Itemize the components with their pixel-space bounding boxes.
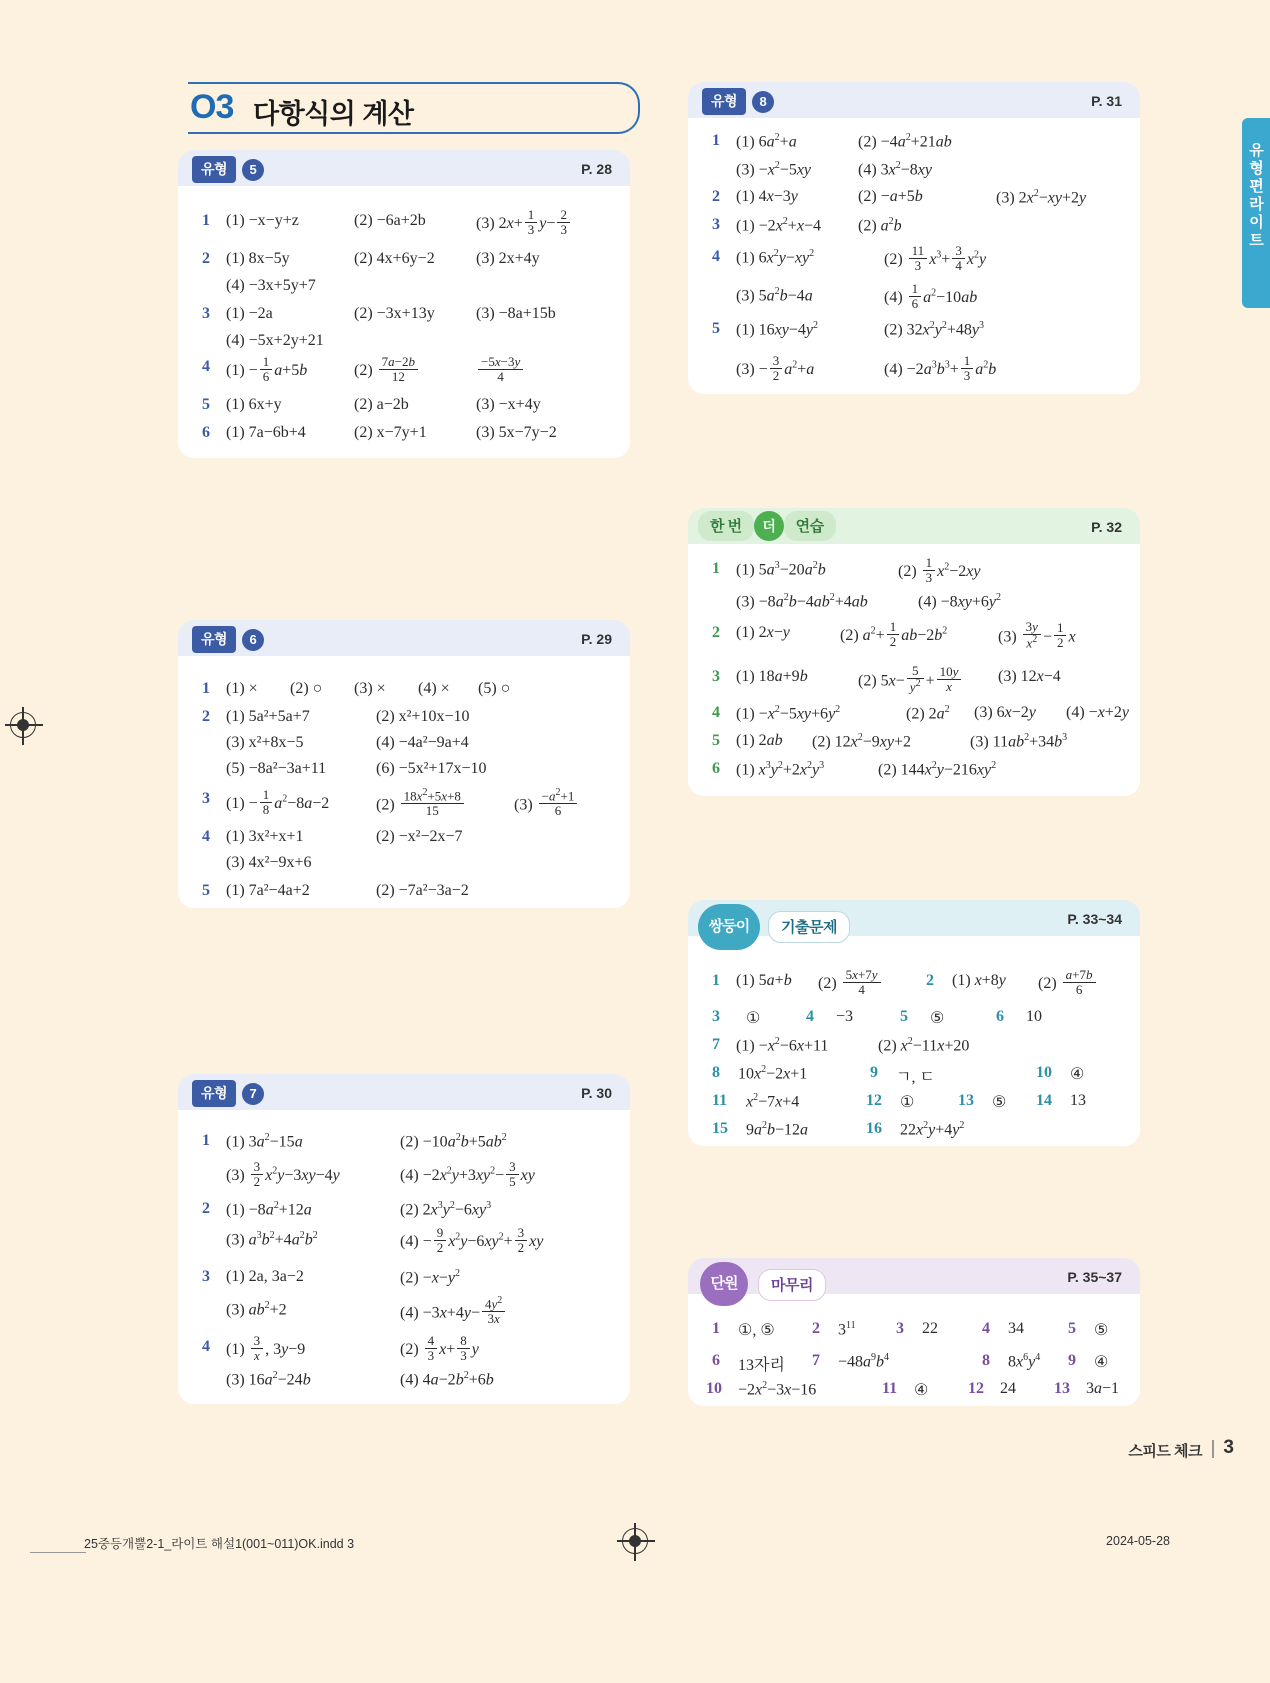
section-title-mamuri: 마무리 <box>758 1269 826 1301</box>
answer-item: (1) 2x−y <box>736 624 790 641</box>
answer-item: (1) 5a+b <box>736 972 792 989</box>
answer-item: (2) $a^2b$ <box>858 216 902 235</box>
answer-number: 1 <box>712 972 720 989</box>
page-ref-yuhyeong7: P. 30 <box>581 1085 612 1101</box>
answer-item: (2) $12x^2-9xy+2$ <box>812 732 912 751</box>
answer-item: (2) x²+10x−10 <box>376 708 470 725</box>
answer-item: (1) 3x²+x+1 <box>226 828 304 845</box>
answer-number: 2 <box>812 1320 820 1337</box>
answer-item: (3) 2x+4y <box>476 250 540 267</box>
answer-item: ⑤ <box>1094 1322 1109 1339</box>
answer-item: 3a−1 <box>1086 1380 1120 1397</box>
answer-number: 4 <box>202 1338 210 1355</box>
answer-number: 11 <box>712 1092 728 1109</box>
section-label-yuhyeong5: 유형 5 <box>192 156 264 183</box>
answer-item: (3) $16a^2-24b$ <box>226 1370 311 1389</box>
answer-item: $(4) -2a^3b^3+$ $\frac{1}{3}$ $a^2b$ <box>884 353 997 384</box>
answer-item: (2) $a^2+$ $\frac{1}{2}$ $ab-2b^2$ <box>840 619 948 650</box>
crop-line-bottom-left <box>30 1552 86 1553</box>
answer-item: (1) 18a+9b <box>736 668 808 685</box>
answer-item: (3) x²+8x−5 <box>226 734 304 751</box>
answer-item: (2) $\frac{5x+7y}{4}$ <box>818 968 883 997</box>
answer-item: (3) 5x−7y−2 <box>476 424 557 441</box>
section-card-yuhyeong7 <box>178 1074 630 1404</box>
answer-number: 5 <box>202 882 210 899</box>
answer-item: 24 <box>1000 1380 1016 1397</box>
answer-item: (2) 4x+6y−2 <box>354 250 435 267</box>
answer-number: 9 <box>1068 1352 1076 1369</box>
answer-item: $-48a^9b^4$ <box>838 1352 890 1371</box>
answer-item: (3) $a^3b^2+4a^2b^2$ <box>226 1230 318 1249</box>
answer-number: 4 <box>202 828 210 845</box>
answer-item: (1) $\frac{3}{x}$ , 3y−9 <box>226 1333 306 1364</box>
answer-number: 11 <box>882 1380 898 1397</box>
answer-item: (1) 6x+y <box>226 396 282 413</box>
answer-item: (2) 5x− $\frac{5}{y^2}$ + $\frac{10y}{x}$ <box>858 664 963 694</box>
answer-item: (1) $6a^2+a$ <box>736 132 797 151</box>
answer-number: 16 <box>866 1120 882 1137</box>
page-ref-yuhyeong5: P. 28 <box>581 161 612 177</box>
answer-item: ① <box>746 1010 761 1027</box>
answer-number: 1 <box>712 132 720 149</box>
label-hanbeon: 한 번 <box>698 511 754 541</box>
answer-number: 10 <box>706 1380 722 1397</box>
answer-number: 2 <box>202 250 210 267</box>
answer-item: (1) 7a²−4a+2 <box>226 882 310 899</box>
answer-number: 4 <box>202 358 210 375</box>
answer-number: 4 <box>712 704 720 721</box>
print-footer-date: 2024-05-28 <box>1106 1534 1170 1548</box>
answer-number: 13 <box>1054 1380 1070 1397</box>
answer-item: (6) −5x²+17x−10 <box>376 760 487 777</box>
page-ref-danwon: P. 35~37 <box>1067 1269 1122 1285</box>
answer-number: 6 <box>202 424 210 441</box>
answer-item: (4) −3x+5y+7 <box>226 277 316 294</box>
answer-item: $(2) -10a^2b+5ab^2$ <box>400 1132 507 1151</box>
answer-item: (3) $11ab^2+34b^3$ <box>970 732 1068 751</box>
answer-number: 5 <box>712 320 720 337</box>
answer-item: (1) 7a−6b+4 <box>226 424 306 441</box>
answer-item: (2) −7a²−3a−2 <box>376 882 469 899</box>
answer-item: (4) −4a²−9a+4 <box>376 734 469 751</box>
answer-number: 4 <box>982 1320 990 1337</box>
answer-number: 6 <box>712 760 720 777</box>
answer-number: 9 <box>870 1064 878 1081</box>
answer-number: 4 <box>712 248 720 265</box>
answer-item: $x^2-7x+4$ <box>746 1092 800 1111</box>
answer-item: (3) $ab^2+2$ <box>226 1300 287 1319</box>
answer-item: (1) $16xy-4y^2$ <box>736 320 818 339</box>
answer-item: (1) −2a <box>226 305 273 322</box>
answer-item: (1) 2ab <box>736 732 783 749</box>
answer-item: (3) $5a^2b-4a$ <box>736 286 813 305</box>
answer-number: 7 <box>712 1036 720 1053</box>
answer-item: (2) −3x+13y <box>354 305 435 322</box>
answer-item: ④ <box>1094 1354 1109 1371</box>
section-card-yuhyeong6 <box>178 620 630 908</box>
answer-item: (3) $\frac{3}{2}$ $x^2y-3xy-4y$ <box>226 1159 340 1190</box>
answer-item: $3^{11}$ <box>838 1320 856 1339</box>
answer-item: (5) ○ <box>478 680 511 697</box>
answer-item: (1) 4x−3y <box>736 188 798 205</box>
answer-item: (1) 5a²+5a+7 <box>226 708 310 725</box>
section-label-hanbeondeo <box>698 511 836 541</box>
footer-label: 스피드 체크 <box>1128 1443 1202 1460</box>
page-title: 다항식의 계산 <box>253 99 414 129</box>
answer-number: 5 <box>712 732 720 749</box>
section-label-yuhyeong6: 유형 6 <box>192 626 264 653</box>
answer-number: 5 <box>900 1008 908 1025</box>
answer-number: 5 <box>202 396 210 413</box>
answer-item: (2) $\frac{a+7b}{6}$ <box>1038 968 1098 997</box>
answer-number: 4 <box>806 1008 814 1025</box>
answer-item: (1) 8x−5y <box>226 250 290 267</box>
section-card-danwon <box>688 1258 1140 1406</box>
answer-number: 3 <box>202 305 210 322</box>
footer-page-number: 3 <box>1223 1437 1234 1458</box>
answer-item: (3) −x+4y <box>476 396 541 413</box>
answer-item: $\frac{-5x-3y}{4}$ <box>476 355 525 384</box>
section-badge-ssangdungi: 쌍둥이 <box>698 904 760 950</box>
answer-item: (2) $144x^2y-216xy^2$ <box>878 760 997 779</box>
answer-number: 2 <box>712 188 720 205</box>
answer-item: (2) −x²−2x−7 <box>376 828 463 845</box>
answer-number: 8 <box>712 1064 720 1081</box>
answer-item: ①, ⑤ <box>738 1322 775 1339</box>
answer-number: 8 <box>982 1352 990 1369</box>
registration-mark-bottom <box>622 1528 648 1554</box>
answer-number: 6 <box>712 1352 720 1369</box>
side-tab-label: 유형편 라이트 <box>1249 142 1263 249</box>
section-badge: 6 <box>242 629 264 651</box>
answer-number: 2 <box>202 1200 210 1217</box>
answer-item: (3) 2x+ $\frac{1}{3}$ y− $\frac{2}{3}$ <box>476 208 572 237</box>
answer-item: ⑤ <box>992 1094 1007 1111</box>
answer-item: (4) −3x+4y− $\frac{4y^2}{3x}$ <box>400 1296 507 1326</box>
answer-item: (1) −x−y+z <box>226 212 299 229</box>
answer-item: (4) × <box>418 680 450 697</box>
answer-item: (1) − $\frac{1}{8}$ $a^2-8a-2$ <box>226 787 330 818</box>
answer-item: ④ <box>1070 1066 1085 1083</box>
answer-item: (3) −8a+15b <box>476 305 556 322</box>
answer-item: $-2x^2-3x-16$ <box>738 1380 817 1399</box>
answer-item: $(1) -2x^2+x-4$ <box>736 216 821 235</box>
answer-item: (4) $3x^2-8xy$ <box>858 160 932 179</box>
answer-number: 3 <box>712 1008 720 1025</box>
answer-item: (2) a−2b <box>354 396 409 413</box>
answer-number: 3 <box>202 1268 210 1285</box>
answer-number: 10 <box>1036 1064 1052 1081</box>
answer-item: $8x^6y^4$ <box>1008 1352 1041 1371</box>
section-card-ssangdungi <box>688 900 1140 1146</box>
answer-item: −3 <box>836 1008 854 1025</box>
answer-item: (1) $6x^2y-xy^2$ <box>736 248 815 267</box>
registration-mark-left <box>10 712 36 738</box>
answer-item: (2) $2a^2$ <box>906 704 950 723</box>
answer-number: 1 <box>202 212 210 229</box>
answer-item: (2) $32x^2y^2+48y^3$ <box>884 320 985 339</box>
answer-item: $(3) -8a^2b-4ab^2+4ab$ <box>736 592 868 611</box>
answer-item: (2) $2x^3y^2-6xy^3$ <box>400 1200 492 1219</box>
answer-number: 3 <box>712 216 720 233</box>
answer-number: 2 <box>202 708 210 725</box>
page-ref-yuhyeong6: P. 29 <box>581 631 612 647</box>
answer-item: ① <box>900 1094 915 1111</box>
answer-item: (2) −a+5b <box>858 188 923 205</box>
answer-item: $(4) -8xy+6y^2$ <box>918 592 1002 611</box>
answer-number: 14 <box>1036 1092 1052 1109</box>
answer-item: (4) $4a-2b^2+6b$ <box>400 1370 494 1389</box>
answer-item: (2) $\frac{11}{3}$ $x^3+$ $\frac{3}{4}$ $x^2y$ <box>884 243 987 274</box>
answer-item: $(2) -x-y^2$ <box>400 1268 460 1287</box>
answer-item: (3) 4x²−9x+6 <box>226 854 312 871</box>
answer-number: 7 <box>812 1352 820 1369</box>
answer-number: 1 <box>202 1132 210 1149</box>
section-card-yuhyeong8 <box>688 82 1140 394</box>
answer-item: $(2) -4a^2+21ab$ <box>858 132 952 151</box>
section-badge: 8 <box>752 91 774 113</box>
answer-item: $22x^2y+4y^2$ <box>900 1120 965 1139</box>
answer-item: (2) $\frac{18x^2+5x+8}{15}$ <box>376 788 466 818</box>
answer-item: (2) $\frac{7a-2b}{12}$ <box>354 355 420 384</box>
answer-item: (3) 12x−4 <box>998 668 1061 685</box>
answer-item: (1) − $\frac{1}{6}$ a+5b <box>226 354 308 385</box>
answer-item: (5) −8a²−3a+11 <box>226 760 327 777</box>
answer-item: (1) × <box>226 680 258 697</box>
answer-item: $(1) -8a^2+12a$ <box>226 1200 312 1219</box>
answer-number: 3 <box>202 790 210 807</box>
answer-item: (1) x+8y <box>952 972 1006 989</box>
answer-item: $10x^2-2x+1$ <box>738 1064 808 1083</box>
answer-number: 3 <box>712 668 720 685</box>
answer-item: $(4) -2x^2y+3xy^2-$ $\frac{3}{5}$ xy <box>400 1159 535 1190</box>
page-ref-ssangdungi: P. 33~34 <box>1067 911 1122 927</box>
answer-item: (2) $x^2-11x+20$ <box>878 1036 970 1055</box>
answer-item: (3) $\frac{3y}{x^2}$ − $\frac{1}{2}$ x <box>998 619 1076 651</box>
answer-number: 3 <box>896 1320 904 1337</box>
answer-number: 1 <box>712 1320 720 1337</box>
section-label-yuhyeong7: 유형 7 <box>192 1080 264 1107</box>
answer-item: 34 <box>1008 1320 1024 1337</box>
answer-item: (2) $\frac{1}{3}$ $x^2-2xy$ <box>898 555 981 586</box>
answer-number: 6 <box>996 1008 1004 1025</box>
answer-item: (4) −x+2y <box>1066 704 1129 721</box>
answer-item: (3) $\frac{-a^2+1}{6}$ <box>514 788 579 818</box>
answer-item: (2) x−7y+1 <box>354 424 427 441</box>
answer-item: $(3) -x^2-5xy$ <box>736 160 812 179</box>
answer-item: (2) ○ <box>290 680 323 697</box>
answer-item: ㄱ, ㄷ <box>896 1069 935 1086</box>
page-ref-yuhyeong8: P. 31 <box>1091 93 1122 109</box>
answer-item: (4) −5x+2y+21 <box>226 332 324 349</box>
section-card-hanbeondeo <box>688 508 1140 796</box>
answer-item: (3) × <box>354 680 386 697</box>
answer-item: (1) $5a^3-20a^2b$ <box>736 560 826 579</box>
label-deo: 더 <box>754 511 784 541</box>
answer-item: $9a^2b-12a$ <box>746 1120 809 1139</box>
answer-number: 2 <box>712 624 720 641</box>
label-yeonseup: 연습 <box>784 511 836 541</box>
section-badge: 7 <box>242 1083 264 1105</box>
answer-item: (3) 6x−2y <box>974 704 1036 721</box>
answer-item: (3) − $\frac{3}{2}$ $a^2+a$ <box>736 353 815 384</box>
answer-number: 12 <box>968 1380 984 1397</box>
answer-item: (1) 2a, 3a−2 <box>226 1268 304 1285</box>
section-label-yuhyeong8: 유형 8 <box>702 88 774 115</box>
section-title-gichul: 기출문제 <box>768 911 850 943</box>
answer-item: 13 <box>1070 1092 1086 1109</box>
answer-item: $(1) -x^2-6x+11$ <box>736 1036 829 1055</box>
answer-item: ④ <box>914 1382 929 1399</box>
page-ref-hanbeondeo: P. 32 <box>1091 519 1122 535</box>
answer-item: (4) $\frac{1}{6}$ $a^2-10ab$ <box>884 281 978 312</box>
answer-item: ⑤ <box>930 1010 945 1027</box>
answer-item: (1) $3a^2-15a$ <box>226 1132 303 1151</box>
print-footer-filename: 25중등개뿔2-1_라이트 해설1(001~011)OK.indd 3 <box>84 1537 355 1551</box>
footer-divider <box>1212 1440 1214 1458</box>
answer-item: 10 <box>1026 1008 1042 1025</box>
answer-number: 1 <box>202 680 210 697</box>
answer-number: 15 <box>712 1120 728 1137</box>
chapter-number: O3 <box>190 88 234 126</box>
answer-item: (2) −6a+2b <box>354 212 426 229</box>
answer-number: 2 <box>926 972 934 989</box>
answer-item: (4) − $\frac{9}{2}$ $x^2y-6xy^2+$ $\frac{3}{2}$ xy <box>400 1225 544 1256</box>
answer-number: 12 <box>866 1092 882 1109</box>
answer-item: (1) $x^3y^2+2x^2y^3$ <box>736 760 825 779</box>
answer-item: 22 <box>922 1320 938 1337</box>
answer-item: (2) $\frac{4}{3}$ x+ $\frac{8}{3}$ y <box>400 1333 479 1364</box>
answer-number: 5 <box>1068 1320 1076 1337</box>
section-card-yuhyeong5 <box>178 150 630 458</box>
section-badge-danwon: 단원 <box>700 1262 748 1306</box>
answer-number: 1 <box>712 560 720 577</box>
answer-item: 13자리 <box>738 1357 785 1374</box>
section-badge: 5 <box>242 159 264 181</box>
answer-item: (3) $2x^2-xy+2y$ <box>996 188 1087 207</box>
answer-item: $(1) -x^2-5xy+6y^2$ <box>736 704 841 723</box>
answer-number: 13 <box>958 1092 974 1109</box>
